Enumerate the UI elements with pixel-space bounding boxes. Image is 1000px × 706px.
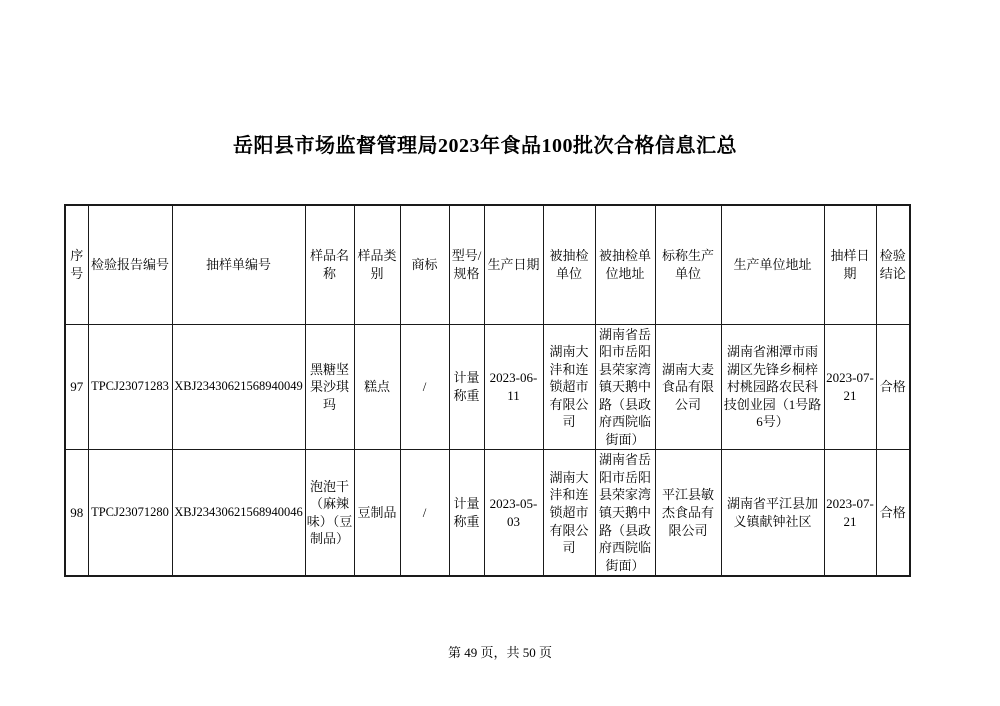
column-header-report-no: 检验报告编号 — [88, 205, 172, 324]
cell-sample-category: 糕点 — [354, 324, 400, 450]
column-header-sample-name: 样品名称 — [305, 205, 354, 324]
page-title: 岳阳县市场监督管理局2023年食品100批次合格信息汇总 — [233, 135, 737, 157]
cell-index: 98 — [65, 450, 88, 576]
cell-producer-address: 湖南省平江县加义镇献钟社区 — [721, 450, 824, 576]
column-header-sampling-date: 抽样日期 — [824, 205, 876, 324]
cell-index: 97 — [65, 324, 88, 450]
cell-sampling-date: 2023-07-21 — [824, 324, 876, 450]
cell-trademark: / — [400, 450, 449, 576]
table-row — [65, 450, 910, 576]
column-header-production-date: 生产日期 — [484, 205, 543, 324]
cell-sampled-unit: 湖南大沣和连锁超市有限公司 — [543, 324, 595, 450]
column-header-producer-address: 生产单位地址 — [721, 205, 824, 324]
cell-production-date: 2023-05-03 — [484, 450, 543, 576]
table-row — [65, 324, 910, 450]
table-header-row — [65, 205, 910, 324]
cell-producer: 平江县敏杰食品有限公司 — [655, 450, 721, 576]
cell-sampling-date: 2023-07-21 — [824, 450, 876, 576]
cell-report-no: TPCJ23071280 — [88, 450, 172, 576]
cell-sample-name: 泡泡干（麻辣味）（豆制品） — [305, 450, 354, 576]
cell-producer-address: 湖南省湘潭市雨湖区先锋乡桐梓村桃园路农民科技创业园（1号路6号） — [721, 324, 824, 450]
cell-report-no: TPCJ23071283 — [88, 324, 172, 450]
column-header-model-spec: 型号/规格 — [449, 205, 484, 324]
cell-production-date: 2023-06-11 — [484, 324, 543, 450]
column-header-index: 序号 — [65, 205, 88, 324]
cell-sampled-unit-address: 湖南省岳阳市岳阳县荣家湾镇天鹅中路（县政府西院临街面） — [595, 324, 655, 450]
cell-sampled-unit: 湖南大沣和连锁超市有限公司 — [543, 450, 595, 576]
cell-conclusion: 合格 — [876, 324, 910, 450]
cell-sampling-no: XBJ23430621568940049 — [172, 324, 305, 450]
cell-sampling-no: XBJ23430621568940046 — [172, 450, 305, 576]
cell-trademark: / — [400, 324, 449, 450]
cell-sampled-unit-address: 湖南省岳阳市岳阳县荣家湾镇天鹅中路（县政府西院临街面） — [595, 450, 655, 576]
column-header-producer: 标称生产单位 — [655, 205, 721, 324]
column-header-sample-category: 样品类别 — [354, 205, 400, 324]
cell-producer: 湖南大麦食品有限公司 — [655, 324, 721, 450]
column-header-sampled-unit-address: 被抽检单位地址 — [595, 205, 655, 324]
column-header-sampled-unit: 被抽检单位 — [543, 205, 595, 324]
column-header-trademark: 商标 — [400, 205, 449, 324]
inspection-results-table — [64, 204, 911, 577]
cell-model-spec: 计量称重 — [449, 450, 484, 576]
page-number-footer: 第 49 页，共 50 页 — [447, 645, 552, 660]
column-header-conclusion: 检验结论 — [876, 205, 910, 324]
cell-conclusion: 合格 — [876, 450, 910, 576]
column-header-sampling-no: 抽样单编号 — [172, 205, 305, 324]
cell-sample-name: 黑糖坚果沙琪玛 — [305, 324, 354, 450]
cell-model-spec: 计量称重 — [449, 324, 484, 450]
cell-sample-category: 豆制品 — [354, 450, 400, 576]
